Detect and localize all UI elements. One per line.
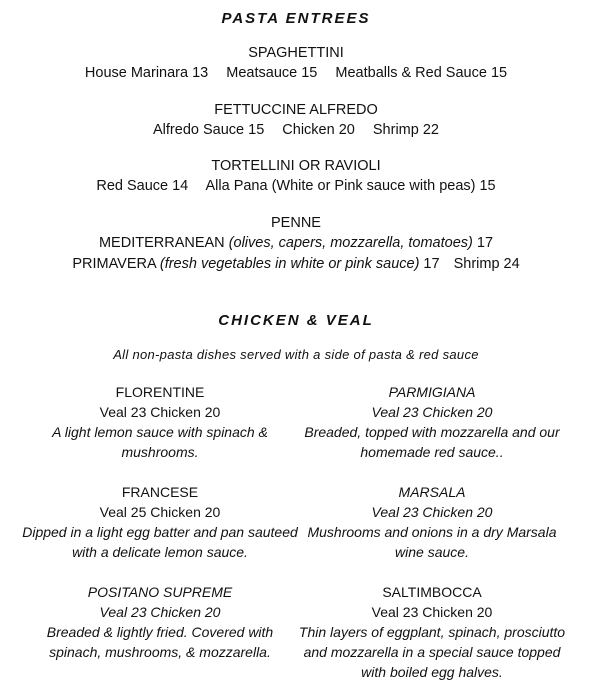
dish-desc: Breaded, topped with mozzarella and our homemade red sauce.. — [304, 424, 560, 460]
dish-marsala — [292, 482, 572, 562]
fettuccine-items — [0, 122, 592, 138]
tortellini-items — [0, 178, 592, 194]
pasta-heading: PASTA ENTREES — [221, 10, 371, 27]
dish-title: MARSALA — [398, 484, 466, 500]
dish-desc: A light lemon sauce with spinach & mushrooms. — [52, 424, 268, 460]
dish-prices: Veal 23 Chicken 20 — [371, 504, 493, 520]
primavera-shrimp: Shrimp 24 — [453, 256, 520, 272]
penne-title: PENNE — [271, 215, 321, 231]
dish-prices: Veal 23 Chicken 20 — [99, 604, 221, 620]
fettuccine-item: Chicken 20 — [282, 122, 355, 138]
spaghettini-item: Meatsauce 15 — [226, 65, 318, 81]
dish-title: SALTIMBOCCA — [382, 584, 482, 600]
dish-desc: Dipped in a light egg batter and pan sauteed with a delicate lemon sauce. — [22, 524, 298, 560]
dish-desc: Breaded & lightly fried. Covered with spinach, mushrooms, & mozzarella. — [46, 624, 274, 660]
dish-title: PARMIGIANA — [388, 384, 476, 400]
dish-saltimbocca — [292, 582, 572, 682]
dish-francese — [20, 482, 300, 562]
dish-florentine — [20, 382, 300, 462]
fettuccine-item: Alfredo Sauce 15 — [153, 122, 265, 138]
dish-prices: Veal 23 Chicken 20 — [99, 404, 221, 420]
dish-parmigiana — [292, 382, 572, 462]
penne-mediterranean — [0, 235, 592, 251]
mediterranean-desc: (olives, capers, mozzarella, tomatoes) — [228, 235, 473, 251]
dish-prices: Veal 25 Chicken 20 — [99, 504, 221, 520]
primavera-desc: (fresh vegetables in white or pink sauce) — [159, 256, 420, 272]
tortellini-item: Red Sauce 14 — [96, 178, 189, 194]
tortellini-title: TORTELLINI OR RAVIOLI — [211, 158, 381, 174]
primavera-price: 17 — [419, 256, 440, 272]
fettuccine-title: FETTUCCINE ALFREDO — [214, 102, 378, 118]
fettuccine-item: Shrimp 22 — [372, 122, 439, 138]
mediterranean-name: MEDITERRANEAN — [98, 235, 229, 251]
chicken-veal-note: All non-pasta dishes served with a side of pasta & red sauce — [113, 347, 479, 362]
spaghettini-items — [0, 65, 592, 81]
primavera-name: PRIMAVERA — [72, 256, 160, 272]
mediterranean-price: 17 — [472, 235, 494, 251]
chicken-veal-heading: CHICKEN & VEAL — [218, 312, 374, 329]
dish-desc: Mushrooms and onions in a dry Marsala wine sauce. — [307, 524, 557, 560]
tortellini-item: Alla Pana (White or Pink sauce with peas) 15 — [205, 178, 496, 194]
dish-prices: Veal 23 Chicken 20 — [371, 404, 493, 420]
dish-positano-supreme — [20, 582, 300, 662]
dish-title: FRANCESE — [121, 484, 199, 500]
penne-primavera — [0, 256, 592, 272]
spaghettini-item: Meatballs & Red Sauce 15 — [335, 65, 508, 81]
dish-title: POSITANO SUPREME — [87, 584, 233, 600]
dish-title: FLORENTINE — [115, 384, 205, 400]
spaghettini-title: SPAGHETTINI — [248, 45, 344, 61]
spaghettini-item: House Marinara 13 — [84, 65, 209, 81]
dish-prices: Veal 23 Chicken 20 — [371, 604, 493, 620]
dish-desc: Thin layers of eggplant, spinach, prosciutto and mozzarella in a special sauce topped with boiled egg halves. — [298, 624, 566, 680]
